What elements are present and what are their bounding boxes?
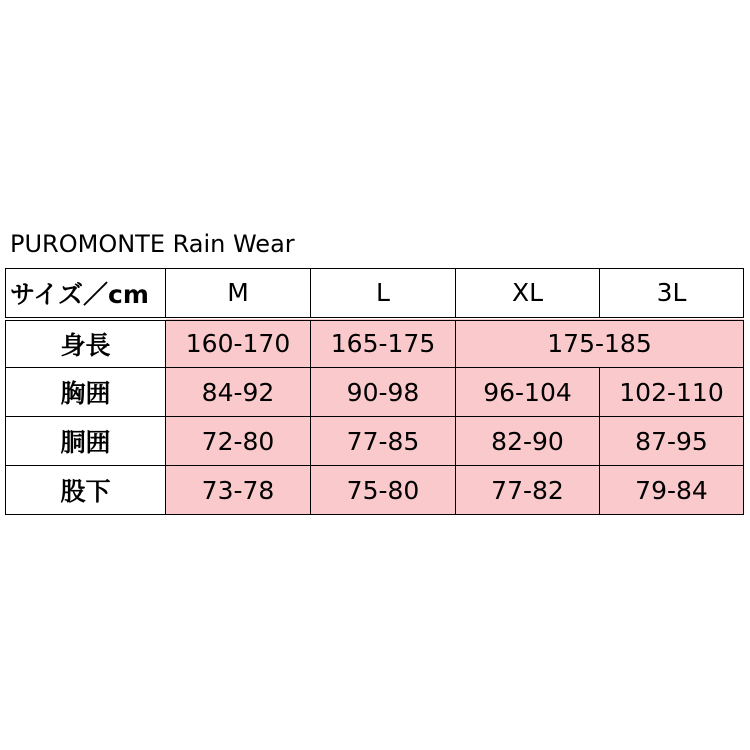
corner-label: サイズ／cm — [6, 269, 166, 319]
size-header-3l: 3L — [600, 269, 744, 319]
size-header-m: M — [166, 269, 311, 319]
cell-inseam-3l: 79-84 — [600, 466, 744, 515]
table-header-row — [6, 269, 744, 319]
cell-inseam-m: 73-78 — [166, 466, 311, 515]
cell-chest-xl: 96-104 — [456, 368, 600, 417]
table-row-height — [6, 319, 744, 368]
row-label-chest: 胸囲 — [6, 368, 166, 417]
cell-waist-l: 77-85 — [311, 417, 456, 466]
cell-chest-3l: 102-110 — [600, 368, 744, 417]
cell-chest-m: 84-92 — [166, 368, 311, 417]
row-label-waist: 胴囲 — [6, 417, 166, 466]
cell-inseam-xl: 77-82 — [456, 466, 600, 515]
row-label-inseam: 股下 — [6, 466, 166, 515]
row-label-height: 身長 — [6, 319, 166, 368]
table-row-chest — [6, 368, 744, 417]
size-chart-table — [5, 268, 744, 515]
table-row-waist — [6, 417, 744, 466]
cell-waist-3l: 87-95 — [600, 417, 744, 466]
cell-inseam-l: 75-80 — [311, 466, 456, 515]
size-header-l: L — [311, 269, 456, 319]
cell-height-m: 160-170 — [166, 319, 311, 368]
page-title: PUROMONTE Rain Wear — [10, 230, 295, 258]
cell-height-xl-3l: 175-185 — [456, 319, 744, 368]
table-row-inseam — [6, 466, 744, 515]
size-header-xl: XL — [456, 269, 600, 319]
cell-waist-xl: 82-90 — [456, 417, 600, 466]
cell-chest-l: 90-98 — [311, 368, 456, 417]
cell-waist-m: 72-80 — [166, 417, 311, 466]
cell-height-l: 165-175 — [311, 319, 456, 368]
